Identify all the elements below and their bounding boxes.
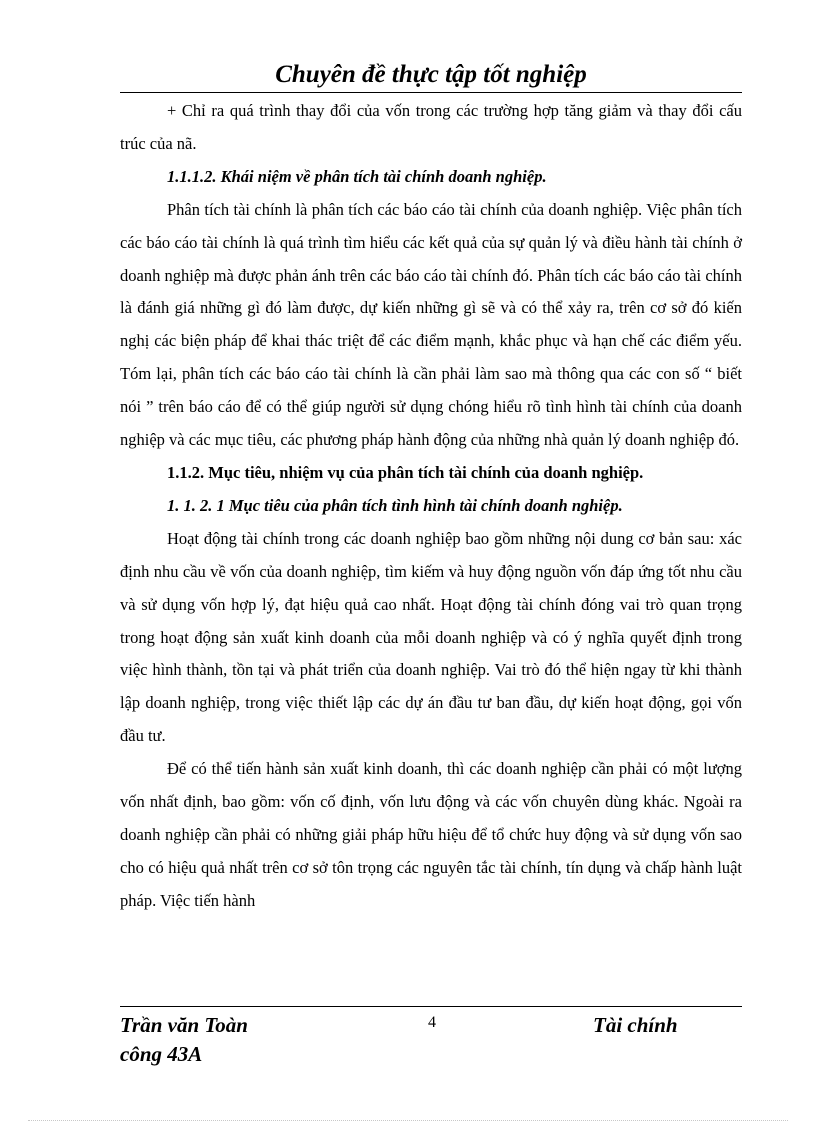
paragraph-capital-requirement: Để có thể tiến hành sản xuất kinh doanh, thì các doanh nghiệp cần phải có một lượng vốn nhất định, bao gồm: vốn cố định, vốn lưu động và các vốn chuyên dùng khác. Ngoài ra doanh nghiệp cần phải có những giải pháp hữu hiệu để tổ chức huy động và sử dụng vốn sao cho có hiệu quả nhất trên cơ sở tôn trọng các nguyên tắc tài chính, tín dụng và chấp hành luật pháp. Việc tiến hành — [120, 759, 742, 910]
footer-department: Tài chính — [593, 1013, 678, 1037]
page-header-title: Chuyên đề thực tập tốt nghiệp — [275, 61, 587, 88]
footer-rule — [120, 1006, 742, 1007]
paragraph-capital-change: + Chỉ ra quá trình thay đổi của vốn trong các trường hợp tăng giảm và thay đổi cấu trúc của nã. — [120, 101, 742, 153]
paragraph-financial-activity: Hoạt động tài chính trong các doanh nghiệp bao gồm những nội dung cơ bản sau: xác định nhu cầu về vốn của doanh nghiệp, tìm kiếm và huy động nguồn vốn đáp ứng tốt nhu cầu và sử dụng vốn hợp lý, đạt hiệu quả cao nhất. Hoạt động tài chính đóng vai trò quan trọng trong hoạt động sản xuất kinh doanh của mỗi doanh nghiệp và có ý nghĩa quyết định trong việc hình thành, tồn tại và phát triển của doanh nghiệp. Vai trò đó thể hiện ngay từ khi thành lập doanh nghiệp, trong việc thiết lập các dự án đầu tư ban đầu, dự kiến hoạt động, gọi vốn đầu tư. — [120, 528, 742, 746]
footer-author-class: công 43A — [120, 1042, 203, 1066]
header-rule — [120, 92, 742, 93]
section-heading-1-1-2-1: 1. 1. 2. 1 Mục tiêu của phân tích tình hình tài chính doanh nghiệp. — [167, 495, 623, 515]
paragraph-financial-analysis-concept: Phân tích tài chính là phân tích các báo cáo tài chính của doanh nghiệp. Việc phân tích các báo cáo tài chính là quá trình tìm hiểu các kết quả của sự quản lý và điều hành tài chính ở doanh nghiệp mà được phản ánh trên các báo cáo tài chính đó. Phân tích các báo cáo tài chính là đánh giá những gì đó làm được, dự kiến những gì sẽ và có thể xảy ra, trên cơ sở đó kiến nghị các biện pháp để khai thác triệt để các điểm mạnh, khắc phục và hạn chế các điểm yếu. Tóm lại, phân tích các báo cáo tài chính là cần phải làm sao mà thông qua các con số “ biết nói ” trên báo cáo để có thể giúp người sử dụng chóng hiểu rõ tình hình tài chính của doanh nghiệp và các mục tiêu, các phương pháp hành động của những nhà quản lý doanh nghiệp đó. — [120, 199, 742, 450]
document-body — [120, 95, 742, 918]
page-edge-divider — [28, 1120, 788, 1121]
section-heading-1-1-1-2: 1.1.1.2. Khái niệm về phân tích tài chính doanh nghiệp. — [167, 166, 547, 186]
footer-author — [120, 1011, 248, 1069]
page-number: 4 — [428, 1014, 436, 1031]
footer-author-name: Trần văn Toàn — [120, 1013, 248, 1037]
section-heading-1-1-2: 1.1.2. Mục tiêu, nhiệm vụ của phân tích tài chính của doanh nghiệp. — [167, 462, 644, 482]
